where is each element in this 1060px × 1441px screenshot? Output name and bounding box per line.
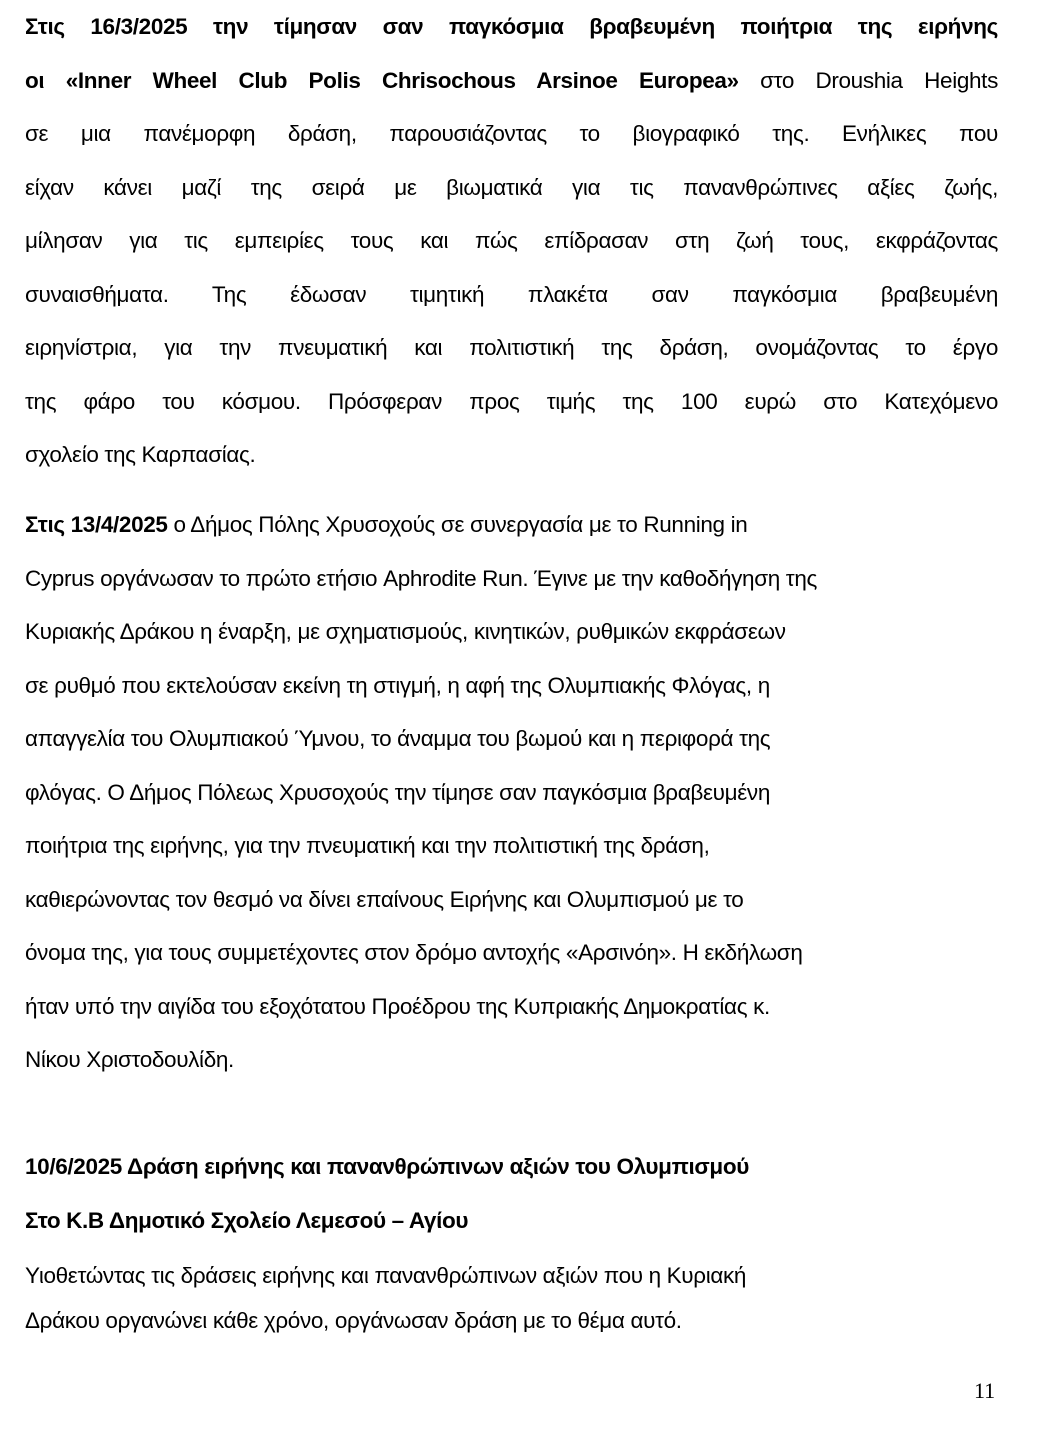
text-line [25,498,998,552]
paragraph-school-action [25,1253,998,1343]
section-subheading-school [25,1194,998,1248]
normal-text: στο Droushia Heights [738,67,998,93]
normal-text: ποιήτρια της ειρήνης, για την πνευματική και την πολιτιστική της δράση, [25,833,710,858]
normal-text: σε μια πανέμορφη δράση, παρουσιάζοντας το βιογραφικό της. Ενήλικες που [25,121,998,146]
normal-text: συναισθήματα. Της έδωσαν τιμητική πλακέτα σαν παγκόσμια βραβευμένη [25,281,998,307]
normal-text: φλόγας. Ο Δήμος Πόλεως Χρυσοχούς την τίμησε σαν παγκόσμια βραβευμένη [25,779,770,805]
normal-text: σχολείο της Καρπασίας. [25,442,256,467]
normal-text: ήταν υπό την αιγίδα του εξοχότατου Προέδρου της Κυπριακής Δημοκρατίας κ. [25,993,770,1019]
bold-text: Στις 16/3/2025 την τίμησαν σαν παγκόσμια βραβευμένη ποιήτρια της ειρήνης [25,14,998,39]
text-line [25,1033,998,1087]
normal-text: μίλησαν για τις εμπειρίες τους και πώς επίδρασαν στη ζωή τους, εκφράζοντας [25,228,998,253]
text-line [25,54,998,108]
text-line [25,375,998,429]
normal-text: ειρηνίστρια, για την πνευματική και πολιτιστική της δράση, ονομάζοντας το έργο [25,335,998,360]
paragraph-inner-wheel-award [25,0,998,482]
text-line [25,268,998,322]
text-line [25,605,998,659]
text-line [25,161,998,215]
normal-text: ο Δήμος Πόλης Χρυσοχούς σε συνεργασία με το Running in [167,512,748,537]
paragraph-aphrodite-run [25,498,998,1087]
page-number: 11 [974,1378,996,1403]
text-line: Δράκου οργανώνει κάθε χρόνο, οργάνωσαν δράση με το θέμα αυτό. [25,1308,682,1333]
text-line [25,214,998,268]
normal-text: είχαν κάνει μαζί της σειρά με βιωματικά για τις πανανθρώπινες αξίες ζωής, [25,174,998,200]
text-line [25,712,998,766]
text-line [25,980,998,1034]
normal-text: σε ρυθμό που εκτελούσαν εκείνη τη στιγμή, η αφή της Ολυμπιακής Φλόγας, η [25,672,770,698]
text-line [25,819,998,873]
normal-text: Νίκου Χριστοδουλίδη. [25,1047,234,1072]
text-line [25,926,998,980]
text-line [25,107,998,161]
text-line [25,0,998,54]
text-line [25,552,998,606]
heading-text: 10/6/2025 Δράση ειρήνης και πανανθρώπινων αξιών του Ολυμπισμού [25,1154,749,1179]
text-line [25,766,998,820]
subheading-text: Στο Κ.Β Δημοτικό Σχολείο Λεμεσού – Αγίου [25,1208,469,1233]
bold-text: οι «Inner Wheel Club Polis Chrisochous Arsinoe Europea» [25,67,739,93]
text-line [25,659,998,713]
bold-text: Στις 13/4/2025 [25,512,168,537]
text-line: Υιοθετώντας τις δράσεις ειρήνης και πανανθρώπινων αξιών που η Κυριακή [25,1263,747,1288]
text-line [25,873,998,927]
normal-text: απαγγελία του Ολυμπιακού Ύμνου, το άναμμα του βωμού και η περιφορά της [25,726,771,751]
normal-text: όνομα της, για τους συμμετέχοντες στον δρόμο αντοχής «Αρσινόη». Η εκδήλωση [25,940,803,965]
normal-text: καθιερώνοντας τον θεσμό να δίνει επαίνους Ειρήνης και Ολυμπισμού με το [25,886,744,912]
text-line [25,428,998,482]
normal-text: Cyprus οργάνωσαν το πρώτο ετήσιο Aphrodite Run. Έγινε με την καθοδήγηση της [25,565,818,591]
normal-text: Κυριακής Δράκου η έναρξη, με σχηματισμούς, κινητικών, ρυθμικών εκφράσεων [25,619,786,644]
normal-text: της φάρο του κόσμου. Πρόσφεραν προς τιμής της 100 ευρώ στο Κατεχόμενο [25,388,998,414]
section-heading-date [25,1140,998,1194]
text-line [25,321,998,375]
